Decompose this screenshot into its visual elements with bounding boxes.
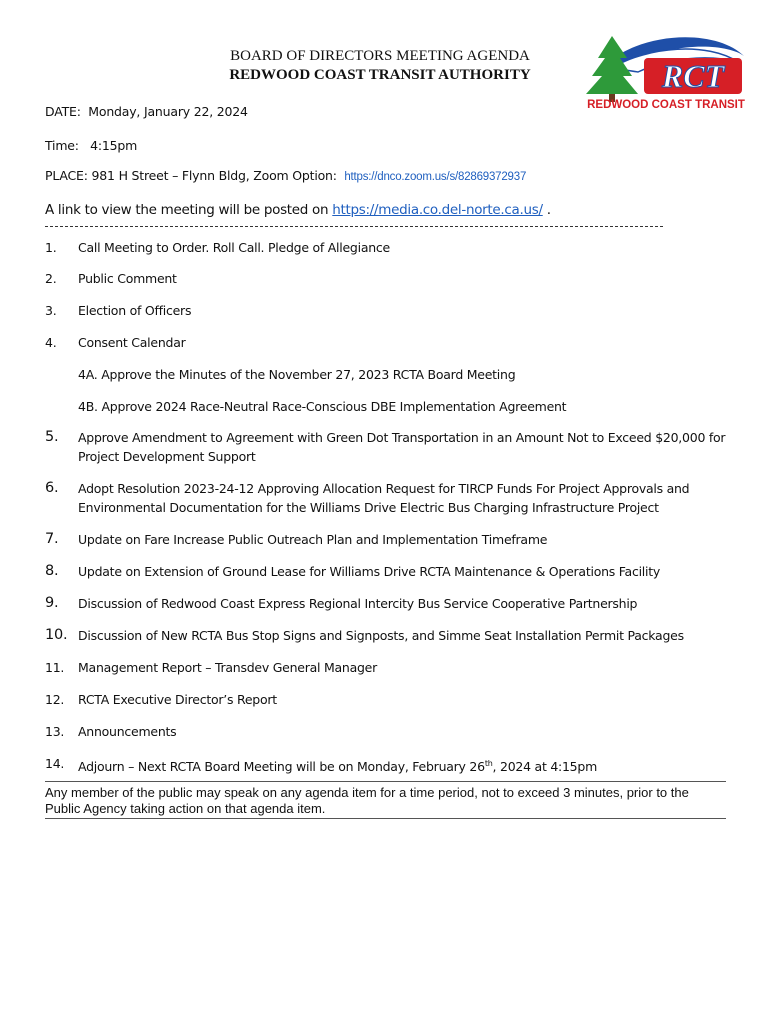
public-comment-note: Any member of the public may speak on any agenda item for a time period, not to exceed 3 minutes, prior to the Public Agency taking action on that agenda item. bbox=[45, 785, 689, 816]
item-text: Announcements bbox=[78, 724, 177, 739]
item-text: Consent Calendar bbox=[78, 335, 186, 350]
item-text: Adopt Resolution 2023-24-12 Approving Allocation Request for TIRCP Funds For Project Approvals and Environmental Documentation for the Williams Drive Electric Bus Charging Infrastructure Project bbox=[78, 481, 690, 515]
item-number: 4. bbox=[45, 335, 57, 350]
item-text: Call Meeting to Order. Roll Call. Pledge of Allegiance bbox=[78, 240, 390, 255]
footer-top-rule bbox=[45, 781, 726, 782]
item-text: Management Report – Transdev General Manager bbox=[78, 660, 378, 675]
item-number: 7. bbox=[45, 531, 59, 547]
time-label: Time: bbox=[45, 138, 79, 153]
item-text: Public Comment bbox=[78, 271, 177, 286]
adjourn-text-end: , 2024 at 4:15pm bbox=[492, 759, 597, 775]
place-text: PLACE: 981 H Street – Flynn Bldg, Zoom Option: bbox=[45, 168, 337, 183]
dashed-divider bbox=[45, 226, 663, 227]
item-number: 8. bbox=[45, 563, 59, 579]
document-header bbox=[190, 47, 570, 85]
rct-logo bbox=[578, 32, 748, 116]
item-text: RCTA Executive Director’s Report bbox=[78, 692, 277, 707]
item-number: 5. bbox=[45, 429, 59, 445]
item-text: Discussion of Redwood Coast Express Regional Intercity Bus Service Cooperative Partnership bbox=[78, 596, 638, 611]
header-title: BOARD OF DIRECTORS MEETING AGENDA bbox=[230, 48, 530, 64]
item-number: 6. bbox=[45, 480, 59, 496]
time-line bbox=[45, 138, 137, 153]
media-link-line bbox=[45, 202, 551, 218]
adjourn-text: Adjourn – Next RCTA Board Meeting will be on Monday, February 26 bbox=[78, 759, 485, 775]
date-label: DATE: bbox=[45, 104, 81, 119]
item-text: Election of Officers bbox=[78, 303, 192, 318]
rct-logo-graphic bbox=[578, 32, 748, 116]
item-number: 14. bbox=[45, 756, 65, 771]
item-number: 12. bbox=[45, 692, 65, 707]
item-number: 10. bbox=[45, 627, 68, 643]
date-line bbox=[45, 104, 248, 119]
logo-name-text: REDWOOD COAST TRANSIT bbox=[587, 99, 745, 111]
item-text: Discussion of New RCTA Bus Stop Signs and Signposts, and Simme Seat Installation Permit Packages bbox=[78, 628, 684, 643]
item-number: 2. bbox=[45, 271, 57, 286]
item-number: 13. bbox=[45, 724, 65, 739]
item-number: 3. bbox=[45, 303, 57, 318]
consent-subitem: 4A. Approve the Minutes of the November 27, 2023 RCTA Board Meeting bbox=[78, 367, 516, 382]
footer-bottom-rule bbox=[45, 818, 726, 819]
media-link-end: . bbox=[546, 202, 551, 218]
zoom-link[interactable]: https://dnco.zoom.us/s/82869372937 bbox=[344, 171, 527, 183]
item-text: Approve Amendment to Agreement with Green Dot Transportation in an Amount Not to Exceed $20,000 for Project Development Support bbox=[78, 430, 726, 464]
place-line bbox=[45, 168, 526, 183]
logo-mark-text: RCT bbox=[661, 58, 725, 94]
header-organization: REDWOOD COAST TRANSIT AUTHORITY bbox=[229, 67, 531, 83]
time-value: 4:15pm bbox=[90, 138, 138, 153]
item-number: 9. bbox=[45, 595, 59, 611]
consent-subitem: 4B. Approve 2024 Race-Neutral Race-Conscious DBE Implementation Agreement bbox=[78, 399, 567, 414]
item-number: 11. bbox=[45, 660, 65, 675]
media-link-intro: A link to view the meeting will be posted on bbox=[45, 202, 329, 218]
item-text: Update on Fare Increase Public Outreach Plan and Implementation Timeframe bbox=[78, 532, 548, 547]
media-link[interactable]: https://media.co.del-norte.ca.us/ bbox=[332, 202, 543, 218]
item-text: Update on Extension of Ground Lease for Williams Drive RCTA Maintenance & Operations Facility bbox=[78, 564, 661, 579]
item-text bbox=[78, 754, 738, 776]
item-number: 1. bbox=[45, 240, 57, 255]
date-value: Monday, January 22, 2024 bbox=[88, 104, 248, 119]
ordinal-suffix: th bbox=[484, 759, 493, 768]
